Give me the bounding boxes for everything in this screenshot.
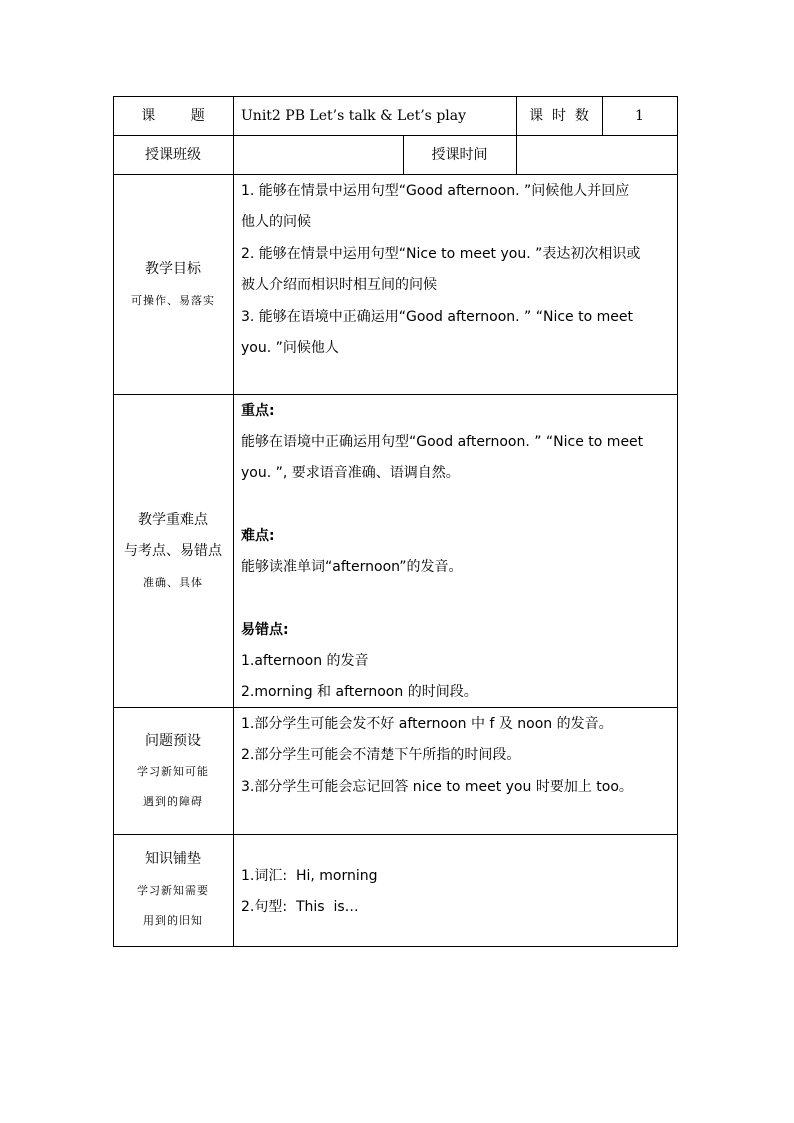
hours-label: 课 时 数 — [529, 108, 589, 124]
knowledge-sublabel: 用到的旧知 — [143, 914, 203, 927]
subject-value: Unit2 PB Let’s talk & Let’s play — [241, 108, 467, 124]
time-label: 授课时间 — [431, 147, 488, 163]
row-divider — [113, 394, 678, 395]
error-line: 2.morning 和 afternoon 的时间段。 — [241, 684, 478, 700]
row-divider — [113, 834, 678, 835]
knowledge-label: 知识铺垫 — [145, 851, 201, 867]
focus-line: 能够在语境中正确运用句型“Good afternoon. ” “Nice to meet — [241, 434, 644, 450]
error-line: 1.afternoon 的发音 — [241, 653, 369, 669]
objectives-line: 被人介绍而相识时相互间的问候 — [241, 277, 437, 293]
row-divider — [113, 707, 678, 708]
focus-line: you. ”, 要求语音准确、语调自然。 — [241, 465, 460, 481]
row-divider — [113, 135, 678, 136]
problems-line: 3.部分学生可能会忘记回答 nice to meet you 时要加上 too。 — [241, 779, 633, 795]
knowledge-line: 1.词汇: Hi, morning — [241, 868, 378, 884]
key-points-label: 与考点、易错点 — [124, 543, 222, 559]
difficulty-title: 难点: — [241, 528, 275, 544]
problems-sublabel: 学习新知可能 — [137, 765, 209, 778]
difficulty-line: 能够读准单词“afternoon”的发音。 — [241, 559, 463, 575]
objectives-line: 2. 能够在情景中运用句型“Nice to meet you. ”表达初次相识或 — [241, 246, 641, 262]
objectives-line: 他人的问候 — [241, 214, 311, 230]
table-border-top — [113, 96, 678, 97]
error-title: 易错点: — [241, 622, 289, 638]
objectives-label: 教学目标 — [145, 261, 201, 277]
key-points-label: 教学重难点 — [138, 512, 208, 528]
column-divider — [233, 96, 234, 947]
knowledge-line: 2.句型: This is… — [241, 899, 359, 915]
subject-label: 课 题 — [141, 108, 205, 124]
problems-sublabel: 遇到的障碍 — [143, 795, 203, 808]
problems-line: 1.部分学生可能会发不好 afternoon 中 f 及 noon 的发音。 — [241, 716, 613, 732]
class-label: 授课班级 — [145, 147, 201, 163]
problems-label: 问题预设 — [145, 733, 201, 749]
table-border-right — [677, 96, 678, 947]
knowledge-sublabel: 学习新知需要 — [137, 884, 209, 897]
column-divider — [516, 135, 517, 174]
key-points-sublabel: 准确、具体 — [143, 576, 203, 589]
row-divider — [113, 174, 678, 175]
focus-title: 重点: — [241, 403, 275, 419]
table-border-bottom — [113, 946, 678, 947]
problems-line: 2.部分学生可能会不清楚下午所指的时间段。 — [241, 747, 521, 763]
objectives-line: 1. 能够在情景中运用句型“Good afternoon. ”问候他人并回应 — [241, 183, 630, 199]
hours-value: 1 — [635, 108, 644, 124]
objectives-sublabel: 可操作、易落实 — [131, 294, 215, 307]
objectives-line: 3. 能够在语境中正确运用“Good afternoon. ” “Nice to meet — [241, 309, 633, 325]
objectives-line: you. ”问候他人 — [241, 340, 339, 356]
